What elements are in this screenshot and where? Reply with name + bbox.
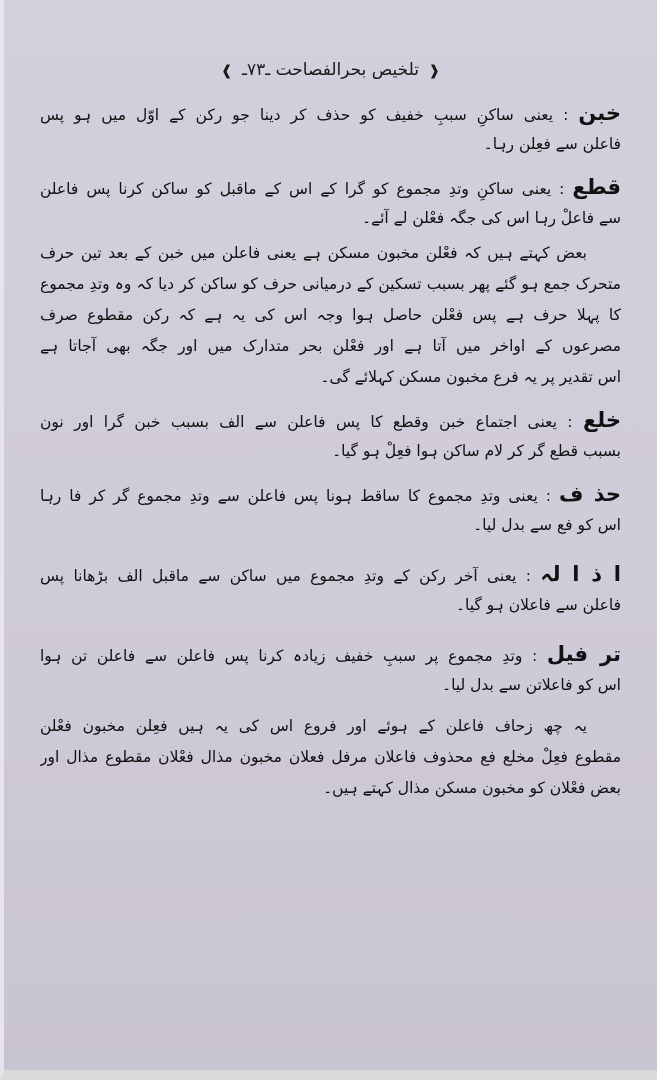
text-line: قطع : یعنی ساکنِ وتدِ مجموع کو گرا کے اس کے ماقبل کو ساکن کرنا پس فاعلن [40,175,621,199]
paragraph-izala [40,559,621,621]
text-line: مقطوع فعِلْ مخلع فع محذوف فاعلان مرفل فعلان مخبون مذال فعْلان مقطوع مذال اور [40,748,621,766]
paragraph-hazf [40,479,621,541]
term-heading: حذ ف [558,482,621,506]
term-heading: تر فیل [546,642,621,666]
text-line: یہ چھ زحاف فاعلن کے ہوئے اور فروع اس کی یہ ہیں فعِلن مخبون فعْلن [40,717,587,735]
term-heading: خبن [578,101,621,125]
paragraph-qat [40,172,621,234]
text-line: تر فیل : وتدِ مجموع پر سببِ خفیف زیادہ کرنا پس فاعلن سے فاعلن تن ہوا [40,642,621,666]
paragraph-commentary [40,238,621,393]
text-line: بعض کہتے ہیں کہ فعْلن مخبون مسکن ہے یعنی فاعلن میں خبن کے بعد تین حرف [40,244,587,262]
text-line: خبن : یعنی ساکنِ سببِ خفیف کو حذف کر دینا جو رکن کے اوّل میں ہو پس [40,101,621,125]
text-line: فاعلن سے فاعلان ہو گیا۔ [455,596,621,614]
paragraph-summary [40,711,621,804]
term-heading: قطع [572,175,621,199]
text-line: ا ذ ا لہ : یعنی آخر رکن کے وتدِ مجموع میں ساکن سے ماقبل الف بڑھانا پس [40,562,621,586]
paragraph-khal [40,405,621,467]
paragraph-khabn [40,98,621,160]
term-heading: ا ذ ا لہ [540,562,621,586]
text-line: بسبب قطع گر کر لام ساکن ہوا فعِلْ ہو گیا۔ [332,442,621,460]
text-line: متحرک جمع ہو گئے پھر بسبب تسکین کے درمیانی حرف کو ساکن کر دیا کہ وہ وتدِ مجموع [40,275,621,293]
ornament-right-icon: ❰ [428,63,441,79]
term-heading: خلع [582,408,621,432]
text-line: بعض فعْلان کو مخبون مسکن مذال کہتے ہیں۔ [323,779,621,797]
text-line: خلع : یعنی اجتماع خبن وقطع کا پس فاعلن سے الف بسبب خبن گرا اور نون [40,408,621,432]
paragraph-tarfeel [40,639,621,701]
text-line: فاعلن سے فعِلن رہا۔ [483,135,621,153]
header-title: تلخیص بحرالفصاحت ـ۷۳ـ [241,60,420,80]
text-line: کا پہلا حرف ہے پس فعْلن حاصل ہوا وجہ اس کی یہ ہے کہ رکن مقطوع صرف [40,306,621,324]
text-line: اس تقدیر پر یہ فرع مخبون مسکن کہلائے گی۔ [320,368,621,386]
text-line: سے فاعلْ رہا اس کی جگہ فعْلن لے آئے۔ [361,209,621,227]
page-body [40,98,621,804]
text-line: اس کو فع سے بدل لیا۔ [473,516,621,534]
page-header [4,60,657,80]
text-line: اس کو فاعلاتن سے بدل لیا۔ [442,676,621,694]
ornament-left-icon: ❱ [220,63,233,79]
text-line: مصرعوں کے اواخر میں آتا ہے اور فعْلن بحر متدارک میں اور جگہ بھی آجاتا ہے [40,337,621,355]
text-line: حذ ف : یعنی وتدِ مجموع کا ساقط ہونا پس فاعلن سے وتدِ مجموع گر کر فا رہا [40,482,621,506]
